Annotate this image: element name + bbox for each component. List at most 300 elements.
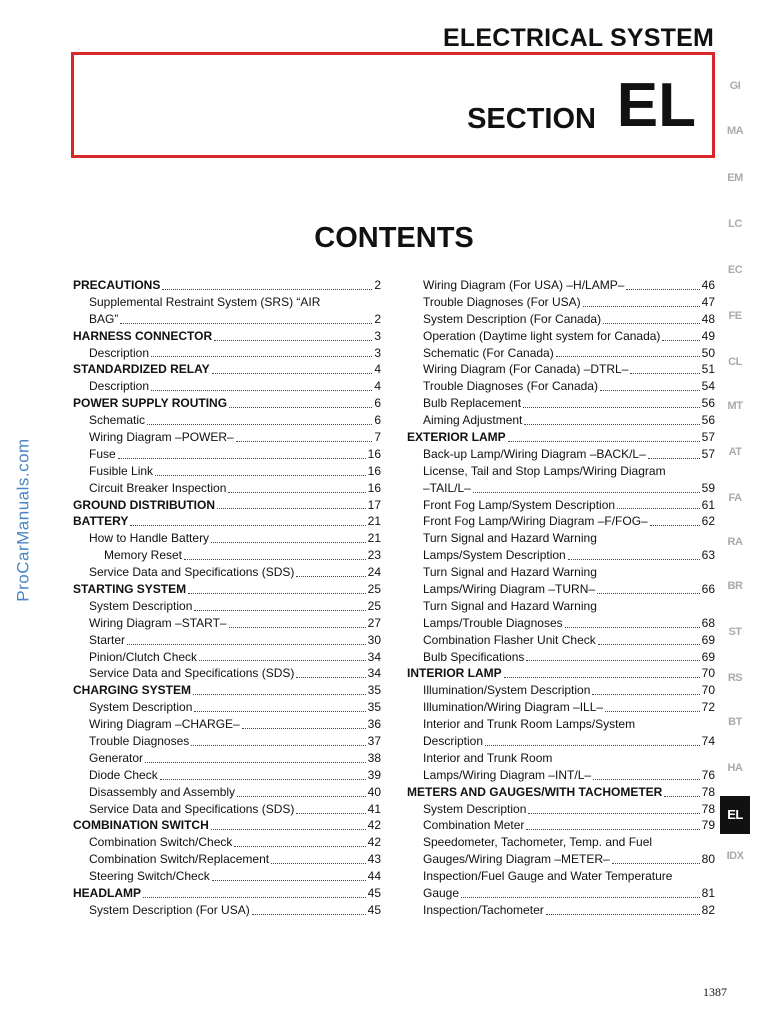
toc-entry-title: Wiring Diagram (For Canada) –DTRL– [423, 362, 629, 377]
toc-entry[interactable] [73, 615, 381, 632]
toc-page-number: 81 [701, 886, 715, 901]
section-tab-ma[interactable]: MA [726, 125, 744, 137]
toc-entry[interactable] [73, 649, 381, 666]
dot-leader [234, 846, 365, 847]
toc-entry-title: METERS AND GAUGES/WITH TACHOMETER [407, 784, 663, 799]
toc-entry[interactable] [407, 277, 715, 294]
dot-leader [565, 627, 700, 628]
toc-page-number: 17 [367, 497, 381, 512]
section-code: EL [616, 71, 696, 140]
toc-entry-title: Back-up Lamp/Wiring Diagram –BACK/L– [423, 446, 646, 461]
section-tab-mt[interactable]: MT [727, 400, 743, 412]
toc-entry-title: Circuit Breaker Inspection [89, 480, 227, 495]
toc-entry[interactable] [407, 345, 715, 362]
toc-entry[interactable] [407, 294, 715, 311]
toc-entry-title: Steering Switch/Check [89, 869, 210, 884]
toc-entry[interactable] [407, 868, 715, 885]
toc-entry[interactable] [73, 750, 381, 767]
toc-entry[interactable] [407, 699, 715, 716]
toc-entry-title: System Description [89, 700, 193, 715]
dot-leader [212, 880, 366, 881]
toc-entry[interactable] [407, 412, 715, 429]
toc-entry[interactable] [73, 665, 381, 682]
section-tab-lc[interactable]: LC [728, 218, 742, 230]
toc-entry-title: Generator [89, 750, 144, 765]
toc-page-number: 16 [367, 480, 381, 495]
toc-entry-title: Description [89, 379, 150, 394]
toc-page-number: 46 [701, 277, 715, 292]
toc-entry-title: Gauges/Wiring Diagram –METER– [423, 852, 610, 867]
dot-leader [664, 796, 699, 797]
toc-section-heading[interactable] [73, 581, 381, 598]
section-tab-rs[interactable]: RS [727, 672, 743, 684]
toc-entry[interactable] [73, 598, 381, 615]
toc-page-number: 66 [701, 582, 715, 597]
toc-entry[interactable] [407, 463, 715, 480]
dot-leader [583, 306, 700, 307]
toc-page-number: 44 [367, 869, 381, 884]
toc-entry[interactable] [73, 412, 381, 429]
dot-leader [228, 492, 365, 493]
toc-entry-title: Wiring Diagram –POWER– [89, 430, 234, 444]
toc-entry-title: POWER SUPPLY ROUTING [73, 396, 228, 411]
dot-leader [271, 863, 366, 864]
toc-page-number: 54 [701, 379, 715, 394]
section-tab-st[interactable]: ST [728, 626, 742, 638]
toc-entry-title: Description [89, 345, 150, 360]
toc-entry-title: STARTING SYSTEM [73, 582, 187, 597]
section-tab-ra[interactable]: RA [727, 536, 743, 548]
toc-entry-title: Diode Check [89, 767, 158, 782]
dot-leader [662, 340, 699, 341]
dot-leader [252, 914, 366, 915]
toc-entry[interactable] [73, 446, 381, 463]
toc-entry[interactable] [73, 294, 381, 311]
dot-leader [556, 356, 700, 357]
toc-entry-title: System Description (For Canada) [423, 311, 602, 326]
dot-leader [523, 407, 700, 408]
toc-page-number: 43 [367, 852, 381, 867]
dot-leader [568, 559, 700, 560]
toc-page-number: 68 [701, 615, 715, 630]
toc-entry-title: How to Handle Battery [89, 531, 210, 546]
toc-page-number: 51 [701, 362, 715, 377]
toc-entry[interactable] [407, 902, 715, 919]
toc-entry[interactable] [407, 733, 715, 750]
toc-entry-title: Pinion/Clutch Check [89, 649, 198, 664]
toc-entry-title: Description [423, 734, 484, 749]
toc-entry-title: PRECAUTIONS [73, 277, 161, 292]
toc-page-number: 16 [367, 463, 381, 478]
section-box [71, 52, 715, 158]
section-tab-gi[interactable]: GI [729, 80, 741, 92]
dot-leader [194, 711, 365, 712]
dot-leader [296, 576, 365, 577]
toc-page-number: 70 [701, 683, 715, 698]
toc-entry-title: Illumination/Wiring Diagram –ILL– [423, 700, 604, 715]
toc-entry-title: BATTERY [73, 514, 129, 529]
toc-page-number: 62 [701, 514, 715, 529]
section-tab-fa[interactable]: FA [728, 492, 742, 504]
section-tab-br[interactable]: BR [727, 580, 743, 592]
toc-section-heading[interactable] [73, 361, 381, 378]
toc-page-number: 16 [367, 446, 381, 461]
dot-leader [296, 677, 365, 678]
toc-entry[interactable] [73, 429, 381, 446]
section-tab-el[interactable]: EL [720, 796, 750, 834]
toc-entry[interactable] [407, 834, 715, 851]
toc-entry-title: System Description (For USA) [89, 902, 250, 917]
toc-page-number: 79 [701, 818, 715, 833]
toc-entry[interactable] [407, 818, 715, 835]
dot-leader [211, 542, 366, 543]
toc-page-number: 69 [701, 632, 715, 647]
toc-entry[interactable] [407, 615, 715, 632]
toc-entry[interactable] [73, 378, 381, 395]
dot-leader [118, 458, 366, 459]
toc-entry-title: Lamps/Wiring Diagram –TURN– [423, 582, 596, 597]
toc-entry-title: Front Fog Lamp/Wiring Diagram –F/FOG– [423, 514, 648, 529]
toc-section-heading[interactable] [73, 277, 381, 294]
toc-entry[interactable] [73, 632, 381, 649]
toc-entry-title: Turn Signal and Hazard Warning [423, 598, 597, 613]
toc-page-number: 39 [367, 767, 381, 782]
toc-entry[interactable] [407, 767, 715, 784]
dot-leader [127, 644, 366, 645]
toc-entry[interactable] [407, 547, 715, 564]
toc-page-number: 76 [701, 767, 715, 782]
toc-entry[interactable] [407, 497, 715, 514]
toc-page-number: 59 [701, 480, 715, 495]
contents-title: CONTENTS [314, 222, 474, 254]
toc-entry[interactable] [407, 682, 715, 699]
toc-entry[interactable] [407, 885, 715, 902]
toc-entry-title: Fuse [89, 446, 116, 461]
dot-leader [184, 559, 366, 560]
toc-entry-title: Lamps/Trouble Diagnoses [423, 615, 563, 630]
dot-leader [612, 863, 700, 864]
dot-leader [597, 593, 700, 594]
dot-leader [598, 644, 700, 645]
toc-entry-title: Turn Signal and Hazard Warning [423, 531, 597, 546]
toc-entry-title: Service Data and Specifications (SDS) [89, 565, 295, 580]
toc-entry[interactable] [407, 801, 715, 818]
toc-entry-title: Lamps/System Description [423, 548, 566, 563]
dot-leader [473, 492, 700, 493]
toc-entry[interactable] [73, 311, 381, 328]
toc-page-number: 7 [374, 430, 381, 444]
dot-leader [214, 340, 372, 341]
dot-leader [211, 829, 366, 830]
toc-entry-title: Starter [89, 632, 126, 647]
dot-leader [592, 694, 699, 695]
toc-entry[interactable] [407, 851, 715, 868]
toc-entry-title: Turn Signal and Hazard Warning [423, 565, 597, 580]
dot-leader [162, 289, 372, 290]
toc-section-heading[interactable] [407, 784, 715, 801]
toc-entry-title: Combination Switch/Replacement [89, 852, 270, 867]
toc-page-number: 56 [701, 396, 715, 411]
toc-entry[interactable] [73, 480, 381, 497]
toc-entry[interactable] [407, 311, 715, 328]
toc-page-number: 21 [367, 514, 381, 529]
toc-entry-title: Speedometer, Tachometer, Temp. and Fuel [423, 835, 653, 850]
toc-page-number: 42 [367, 835, 381, 850]
toc-entry-title: Disassembly and Assembly [89, 784, 236, 799]
toc-page-number: 23 [367, 548, 381, 563]
section-tab-cl[interactable]: CL [728, 356, 742, 368]
toc-page-number: 40 [367, 784, 381, 799]
toc-entry-title: BAG” [89, 311, 119, 326]
toc-page-number: 3 [374, 345, 381, 360]
dot-leader [648, 458, 700, 459]
header-title: ELECTRICAL SYSTEM [442, 24, 714, 52]
toc-entry-title: Trouble Diagnoses (For USA) [423, 294, 581, 309]
toc-entry-title: Memory Reset [104, 548, 183, 563]
toc-entry[interactable] [407, 632, 715, 649]
toc-page-number: 48 [701, 311, 715, 326]
toc-entry[interactable] [407, 328, 715, 345]
toc-page-number: 36 [367, 717, 381, 732]
section-tab-idx[interactable]: IDX [726, 850, 744, 862]
toc-section-heading[interactable] [73, 818, 381, 835]
toc-entry-title: Interior and Trunk Room Lamps/System [423, 717, 636, 732]
toc-page-number: 42 [367, 818, 381, 833]
toc-entry[interactable] [407, 378, 715, 395]
dot-leader [199, 660, 366, 661]
toc-entry-title: Illumination/System Description [423, 683, 591, 698]
toc-entry[interactable] [73, 716, 381, 733]
toc-page-number: 82 [701, 902, 715, 917]
section-tab-ec[interactable]: EC [727, 264, 743, 276]
dot-leader [160, 779, 366, 780]
toc-entry[interactable] [73, 868, 381, 885]
toc-entry-title: Interior and Trunk Room [423, 750, 553, 765]
section-tab-ha[interactable]: HA [727, 762, 743, 774]
dot-leader [188, 593, 366, 594]
dot-leader [524, 424, 699, 425]
toc-page-number: 61 [701, 497, 715, 512]
toc-page-number: 37 [367, 734, 381, 749]
dot-leader [147, 424, 372, 425]
dot-leader [650, 525, 700, 526]
dot-leader [485, 745, 700, 746]
toc-entry[interactable] [73, 784, 381, 801]
toc-right-column [407, 277, 715, 919]
dot-leader [145, 762, 366, 763]
toc-entry[interactable] [73, 834, 381, 851]
dot-leader [229, 627, 366, 628]
toc-entry[interactable] [73, 345, 381, 362]
toc-entry-title: Service Data and Specifications (SDS) [89, 666, 295, 681]
toc-section-heading[interactable] [73, 513, 381, 530]
toc-section-heading[interactable] [73, 395, 381, 412]
toc-page-number: 41 [367, 801, 381, 816]
toc-page-number: 6 [374, 413, 381, 428]
toc-page-number: 6 [374, 396, 381, 411]
toc-entry-title: System Description [89, 598, 193, 613]
toc-entry-title: STANDARDIZED RELAY [73, 362, 210, 377]
toc-entry-title: Operation (Daytime light system for Canada) [423, 328, 661, 343]
section-label: SECTION [467, 103, 596, 135]
toc-entry-title: System Description [423, 801, 527, 816]
toc-page-number: 57 [701, 430, 715, 444]
dot-leader [508, 441, 700, 442]
toc-page-number: 2 [374, 311, 381, 326]
dot-leader [194, 610, 365, 611]
dot-leader [155, 475, 366, 476]
section-tab-at[interactable]: AT [728, 446, 742, 458]
toc-entry[interactable] [407, 446, 715, 463]
dot-leader [143, 897, 366, 898]
toc-entry-title: HEADLAMP [73, 886, 141, 901]
toc-page-number: 4 [374, 362, 381, 377]
toc-page-number: 49 [701, 328, 715, 343]
toc-entry[interactable] [73, 699, 381, 716]
dot-leader [296, 813, 365, 814]
toc-entry[interactable] [73, 530, 381, 547]
toc-page-number: 34 [367, 666, 381, 681]
toc-page-number: 56 [701, 413, 715, 428]
dot-leader [593, 779, 700, 780]
toc-entry-title: Aiming Adjustment [423, 413, 523, 428]
toc-entry[interactable] [73, 733, 381, 750]
toc-page-number: 72 [701, 700, 715, 715]
toc-entry[interactable] [407, 480, 715, 497]
toc-entry[interactable] [407, 513, 715, 530]
toc-page-number: 2 [374, 277, 381, 292]
toc-entry-title: Trouble Diagnoses [89, 734, 190, 749]
dot-leader [630, 373, 699, 374]
toc-page-number: 78 [701, 801, 715, 816]
toc-entry-title: Bulb Specifications [423, 649, 525, 664]
dot-leader [617, 508, 700, 509]
dot-leader [600, 390, 700, 391]
section-tab-em[interactable]: EM [727, 172, 743, 184]
toc-entry-title: Combination Meter [423, 818, 525, 833]
toc-entry[interactable] [73, 547, 381, 564]
toc-page-number: 38 [367, 750, 381, 765]
toc-page-number: 45 [367, 902, 381, 917]
toc-page-number: 35 [367, 683, 381, 698]
section-tab-bt[interactable]: BT [728, 716, 742, 728]
toc-entry-title: Trouble Diagnoses (For Canada) [423, 379, 598, 394]
toc-page-number: 35 [367, 700, 381, 715]
toc-section-heading[interactable] [73, 682, 381, 699]
toc-section-heading[interactable] [407, 429, 715, 446]
toc-page-number: 30 [367, 632, 381, 647]
toc-page-number: 4 [374, 379, 381, 394]
toc-entry[interactable] [407, 581, 715, 598]
dot-leader [526, 660, 699, 661]
toc-page-number: 45 [367, 886, 381, 901]
dot-leader [504, 677, 700, 678]
dot-leader [217, 508, 366, 509]
toc-page-number: 70 [701, 666, 715, 681]
toc-entry[interactable] [73, 851, 381, 868]
toc-page-number: 21 [367, 531, 381, 546]
dot-leader [546, 914, 700, 915]
toc-entry[interactable] [407, 649, 715, 666]
toc-entry[interactable] [73, 463, 381, 480]
toc-entry[interactable] [407, 530, 715, 547]
toc-entry-title: HARNESS CONNECTOR [73, 328, 213, 343]
dot-leader [229, 407, 372, 408]
dot-leader [526, 829, 699, 830]
section-tab-fe[interactable]: FE [728, 310, 742, 322]
toc-entry-title: Inspection/Fuel Gauge and Water Temperature [423, 869, 673, 884]
toc-entry-title: Front Fog Lamp/System Description [423, 497, 616, 512]
toc-entry-title: Wiring Diagram (For USA) –H/LAMP– [423, 277, 625, 292]
dot-leader [120, 323, 372, 324]
toc-page-number: 25 [367, 598, 381, 613]
toc-entry-title: Supplemental Restraint System (SRS) “AIR [89, 294, 321, 309]
toc-section-heading[interactable] [73, 497, 381, 514]
toc-entry-title: Schematic [89, 413, 146, 428]
toc-entry[interactable] [407, 361, 715, 378]
toc-page-number: 74 [701, 734, 715, 749]
dot-leader [236, 441, 373, 442]
dot-leader [528, 813, 699, 814]
watermark: ProCarManuals.com [13, 438, 33, 602]
dot-leader [237, 796, 366, 797]
dot-leader [151, 356, 372, 357]
toc-entry-title: Fusible Link [89, 463, 154, 478]
toc-entry[interactable] [407, 750, 715, 767]
toc-entry-title: Inspection/Tachometer [423, 902, 544, 917]
dot-leader [603, 323, 700, 324]
toc-page-number: 50 [701, 345, 715, 360]
toc-entry-title: Gauge [423, 886, 460, 901]
toc-page-number: 69 [701, 649, 715, 664]
toc-entry[interactable] [73, 801, 381, 818]
toc-entry-title: Combination Flasher Unit Check [423, 632, 596, 647]
toc-entry-title: COMBINATION SWITCH [73, 818, 209, 833]
toc-section-heading[interactable] [73, 328, 381, 345]
toc-entry-title: GROUND DISTRIBUTION [73, 497, 215, 512]
toc-entry[interactable] [407, 564, 715, 581]
toc-page-number: 25 [367, 582, 381, 597]
toc-entry-title: INTERIOR LAMP [407, 666, 502, 681]
toc-entry[interactable] [73, 767, 381, 784]
toc-entry[interactable] [407, 598, 715, 615]
dot-leader [130, 525, 365, 526]
toc-entry[interactable] [407, 395, 715, 412]
toc-section-heading[interactable] [407, 665, 715, 682]
toc-entry[interactable] [407, 716, 715, 733]
toc-entry-title: Service Data and Specifications (SDS) [89, 801, 295, 816]
page-number: 1387 [703, 985, 727, 999]
toc-entry[interactable] [73, 902, 381, 919]
toc-page-number: 34 [367, 649, 381, 664]
toc-page-number: 57 [701, 446, 715, 461]
toc-entry-title: CHARGING SYSTEM [73, 683, 192, 698]
dot-leader [626, 289, 699, 290]
toc-page-number: 63 [701, 548, 715, 563]
toc-entry[interactable] [73, 564, 381, 581]
toc-section-heading[interactable] [73, 885, 381, 902]
dot-leader [151, 390, 372, 391]
toc-page-number: 78 [701, 784, 715, 799]
toc-entry-title: Bulb Replacement [423, 396, 522, 411]
toc-page-number: 47 [701, 294, 715, 309]
toc-page-number: 3 [374, 328, 381, 343]
dot-leader [191, 745, 365, 746]
toc-entry-title: –TAIL/L– [423, 480, 471, 495]
toc-entry-title: Wiring Diagram –START– [89, 615, 227, 630]
toc-entry-title: Combination Switch/Check [89, 835, 233, 850]
dot-leader [193, 694, 366, 695]
